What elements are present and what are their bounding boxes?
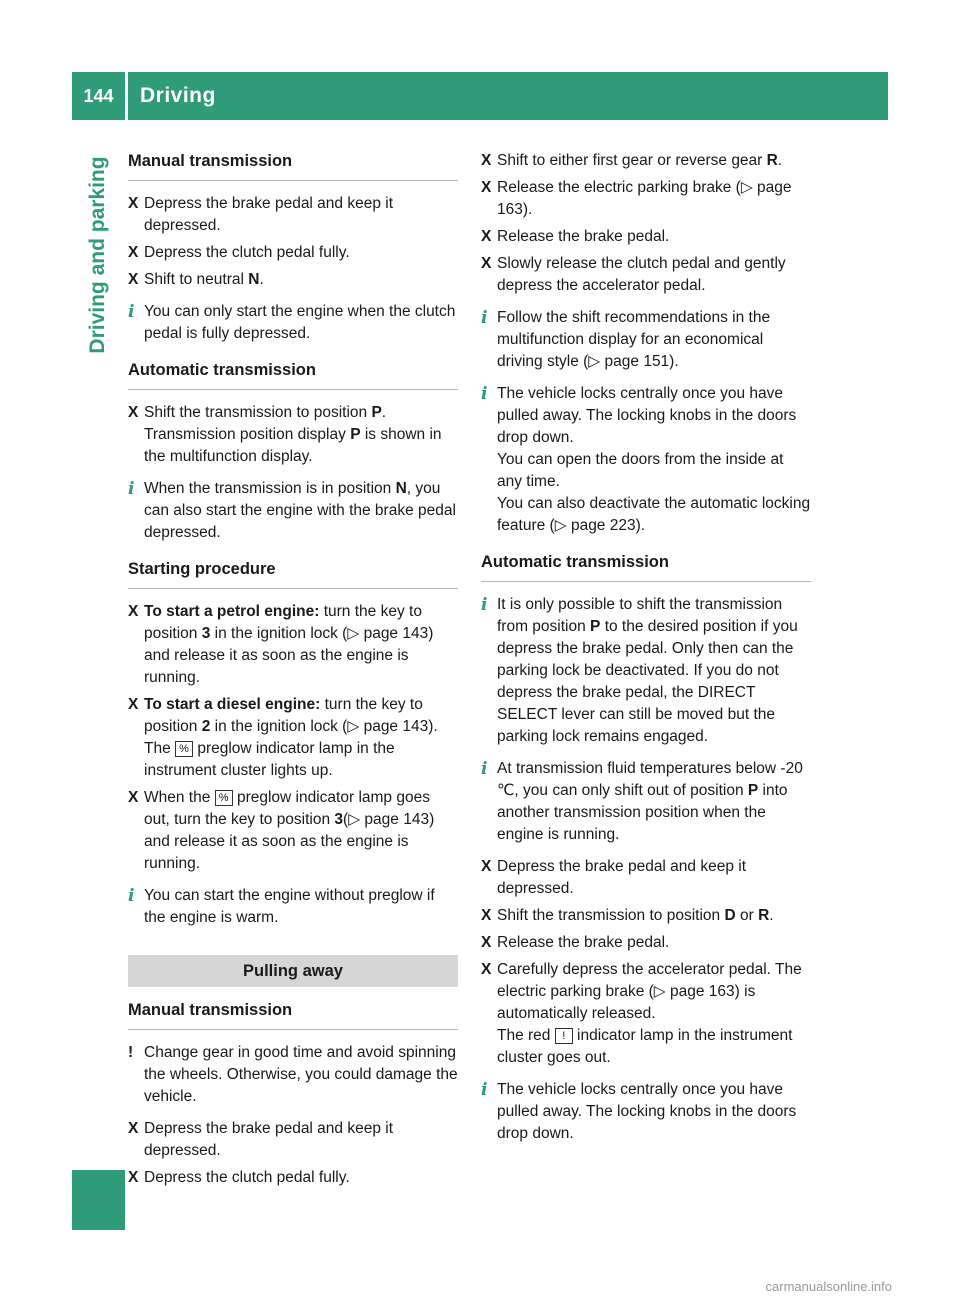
step: X Shift to neutral N. — [128, 271, 264, 288]
step: X Release the electric parking brake (▷ page 163). — [481, 179, 792, 218]
step: X Shift the transmission to position D or R. — [481, 907, 774, 924]
info-icon: i — [128, 886, 135, 906]
info-note: i It is only possible to shift the transmission from position P to the desired position if you depress the brake pedal. Only then can the parking lock be deactivated. If you do not depress the brake pedal, the DIRECT SELECT lever can still be moved but the parking lock remains engaged. — [481, 595, 798, 745]
info-note: i The vehicle locks centrally once you have pulled away. The locking knobs in the doors drop down. — [481, 1080, 797, 1142]
page-header — [72, 72, 888, 120]
step: X Release the brake pedal. — [481, 934, 670, 951]
info-icon: i — [481, 308, 488, 328]
page-number: 144 — [83, 85, 114, 106]
step-marker: X — [128, 195, 139, 212]
step: X Depress the brake pedal and keep it depressed. — [481, 858, 747, 897]
chapter-title: Driving — [140, 84, 216, 107]
step: X Shift to either first gear or reverse gear R. — [481, 152, 783, 169]
heading-starting-procedure: Starting procedure — [128, 558, 458, 589]
preglow-icon: % — [175, 741, 193, 757]
info-icon: i — [481, 759, 488, 779]
info-icon: i — [128, 479, 135, 499]
info-note: i When the transmission is in position N, you can also start the engine with the brake pedal depressed. — [128, 479, 456, 541]
info-note: i At transmission fluid temperatures below -20 ℃, you can only shift out of position P into another transmission position when the engine is running. — [481, 759, 803, 843]
side-tab-block — [72, 1170, 125, 1230]
heading-automatic-transmission: Automatic transmission — [128, 359, 458, 390]
info-icon: i — [481, 1080, 488, 1100]
info-icon: i — [481, 384, 488, 404]
step: X Depress the clutch pedal fully. — [128, 244, 350, 261]
step: X Depress the brake pedal and keep it depressed. — [128, 1120, 394, 1159]
section-band-pulling-away: Pulling away — [128, 955, 458, 987]
warning-note: ! Change gear in good time and avoid spinning the wheels. Otherwise, you could damage the vehicle. — [128, 1044, 458, 1105]
step: X When the % preglow indicator lamp goes out, turn the key to position 3(▷ page 143) and release it as soon as the engine is running. — [128, 789, 435, 872]
side-tab-label: Driving and parking — [86, 156, 109, 354]
step: X To start a petrol engine: turn the key to position 3 in the ignition lock (▷ page 143) and release it as soon as the engine is running. — [128, 603, 434, 686]
step: X Release the brake pedal. — [481, 228, 670, 245]
warning-icon: ! — [128, 1044, 134, 1061]
heading-manual-transmission-2: Manual transmission — [128, 999, 458, 1030]
info-note: i Follow the shift recommendations in the multifunction display for an economical driving style (▷ page 151). — [481, 308, 771, 370]
info-note: i You can start the engine without preglow if the engine is warm. — [128, 886, 435, 926]
step: X Carefully depress the accelerator pedal. The electric parking brake (▷ page 163) is automatically released. The red ! indicator lamp in the instrument cluster goes out. — [481, 961, 802, 1066]
heading-automatic-transmission-2: Automatic transmission — [481, 551, 811, 582]
step: X Shift the transmission to position P. Transmission position display P is shown in the multifunction display. — [128, 404, 442, 465]
info-note: i You can only start the engine when the clutch pedal is fully depressed. — [128, 302, 456, 342]
preglow-icon: % — [215, 790, 233, 806]
step: X Slowly release the clutch pedal and gently depress the accelerator pedal. — [481, 255, 786, 294]
info-icon: i — [128, 302, 135, 322]
info-note: i The vehicle locks centrally once you have pulled away. The locking knobs in the doors drop down. You can open the doors from the inside at any time. You can also deactivate the automatic locking feature (▷ page 223). — [481, 384, 811, 534]
step: X Depress the clutch pedal fully. — [128, 1169, 350, 1186]
info-icon: i — [481, 595, 488, 615]
left-column — [128, 150, 458, 1194]
step: X Depress the brake pedal and keep it depressed. — [128, 195, 394, 234]
heading-manual-transmission: Manual transmission — [128, 150, 458, 181]
watermark: carmanualsonline.info — [765, 1279, 892, 1294]
right-column — [481, 150, 811, 1150]
step: X To start a diesel engine: turn the key to position 2 in the ignition lock (▷ page 143). The % preglow indicator lamp in the instrument cluster lights up. — [128, 696, 438, 779]
parking-brake-icon: ! — [555, 1028, 573, 1044]
header-divider — [125, 72, 128, 120]
